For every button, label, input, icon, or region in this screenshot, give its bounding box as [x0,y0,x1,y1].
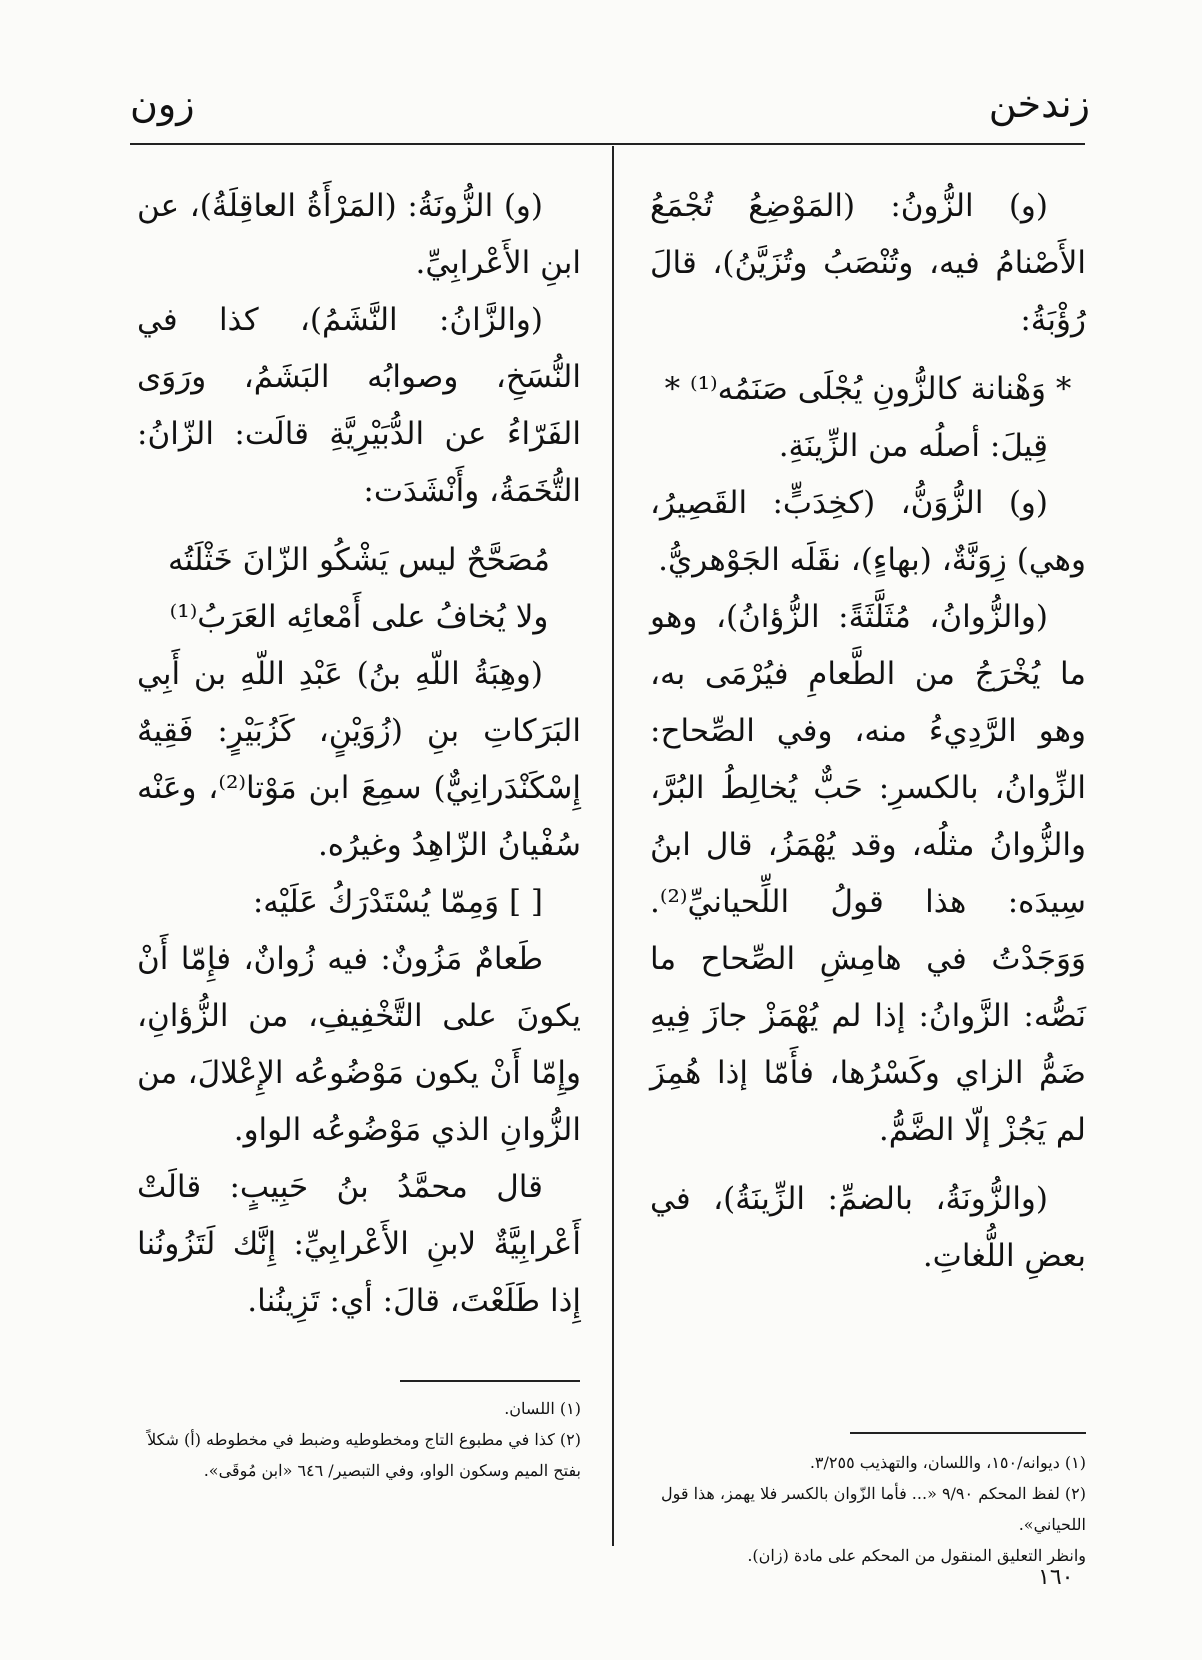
entry-paragraph: (و) الزُّونُ: (المَوْضِعُ تُجْمَعُ الأَصْنامُ فيه، وتُنْصَبُ وتُزَيَّنُ)، قالَ رُؤْبَةُ: [650,188,1086,338]
right-column [650,178,1086,1285]
footnote-rule-right [850,1432,1086,1434]
entry-paragraph: (و) الزُّوَنُّ، (كخِدَبٍّ: القَصِيرُ، وهي) زِوَنَّةٌ، (بهاءٍ)، نقَلَه الجَوْهريُّ. [650,485,1086,578]
footnote: وانظر التعليق المنقول من المحكم على مادة (زان). [747,1546,1086,1565]
entry-paragraph: (و) الزُّونَةُ: (المَرْأَةُ العاقِلَةُ)، عن ابنِ الأَعْرابِيِّ. [137,188,581,281]
entry-paragraph: قال محمَّدُ بنُ حَبِيبٍ: قالَتْ أَعْرابِيَّةٌ لابنِ الأَعْرابِيِّ: إِنَّك لَتَزُونُنا إِذا طَلَعْتَ، قالَ: أي: تَزِينُنا. [137,1169,581,1319]
addendum-heading: [ ] وَمِمّا يُسْتَدْرَكُ عَلَيْه: [252,884,543,920]
page-number: ١٦٠ [1038,1565,1074,1590]
footnote: (١) ديوانه/١٥٠، واللسان، والتهذيب ٣/٢٥٥. [809,1453,1086,1472]
footnotes-right [650,1447,1086,1571]
entry-paragraph: (والزَّانُ: النَّشَمُ)، كذا في النُّسَخِ، وصوابُه البَشَمُ، ورَوَى الفَرّاءُ عن الدُّبَيْرِيَّةِ قالَت: الزّانُ: التُّخَمَةُ، وأَنْشَدَت: [137,302,581,509]
column-divider [612,146,614,1546]
footnotes-left [137,1393,581,1486]
entry-paragraph: طَعامٌ مَزُونٌ: فيه زُوانٌ، فإِمّا أَنْ يكونَ على التَّخْفِيفِ، من الزُّؤانِ، وإِمّا أَنْ يكون مَوْضُوعُه الإِعْلالَ، من الزُّوانِ الذي مَوْضُوعُه الواو. [137,941,581,1148]
entry-paragraph: (والزُّونَةُ، بالضمِّ: الزِّينَةُ)، في بعضِ اللُّغاتِ. [650,1181,1086,1274]
verse-line: ولا يُخافُ على أَمْعائِه العَرَبُ⁽¹⁾ [169,599,549,635]
footnote-rule-left [400,1380,580,1382]
entry-paragraph: (والزُّوانُ، مُثَلَّثَةً: الزُّؤانُ)، وهو ما يُخْرَجُ من الطَّعامِ فيُرْمَى به، وهو الرَّدِيءُ منه، وفي الصِّحاح: الزِّوانُ، بالكسرِ: حَبٌّ يُخالِطُ البُرَّ، والزُّوانُ مثلُه، وقد يُهْمَزُ، قال ابنُ سِيدَه: هذا قولُ اللِّحيانيِّ⁽²⁾. وَوَجَدْتُ في هامِشِ الصِّحاح ما نَصُّه: الزَّوانُ: إذا لم يُهْمَزْ جازَ فِيهِ ضَمُّ الزاي وكَسْرُها، فأَمّا إذا هُمِزَ لم يَجُزْ إلّا الضَّمُّ. [650,599,1086,1148]
header-rule [130,143,1085,145]
verse-line: مُصَحَّحٌ ليس يَشْكُو الزّانَ خَثْلَتُه [168,542,550,578]
entry-paragraph: قِيلَ: أصلُه من الزِّينَةِ. [778,428,1048,464]
page-header [0,82,1202,132]
header-right-keyword: زندخن [988,82,1090,126]
footnote: (٢) لفظ المحكم ٩/٩٠ «... فأما الزّوان بالكسر فلا يهمز، هذا قول اللحياني». [660,1484,1086,1534]
header-left-keyword: زون [130,82,195,126]
footnote: (٢) كذا في مطبوع التاج ومخطوطيه وضبط في مخطوطه (أ) شكلاً بفتح الميم وسكون الواو، وفي التبصير/ ٦٤٦ «ابن مُوقَى». [147,1430,581,1480]
left-column [137,178,581,1330]
entry-paragraph: (وهِبَةُ اللّهِ بنُ) عَبْدِ اللّهِ بن أَبِي البَرَكاتِ بنِ (زُوَيْنٍ، كَزُبَيْرٍ: فَقِيهٌ إِسْكَنْدَرانِيٌّ) سمِعَ ابن مَوْتا⁽²⁾، وعَنْه سُفْيانُ الزّاهِدُ وغيرُه. [137,656,581,863]
footnote: (١) اللسان. [504,1399,581,1418]
verse-line: * وَهْنانة كالزُّونِ يُجْلَى صَنَمُه⁽¹⁾ * [664,371,1072,407]
